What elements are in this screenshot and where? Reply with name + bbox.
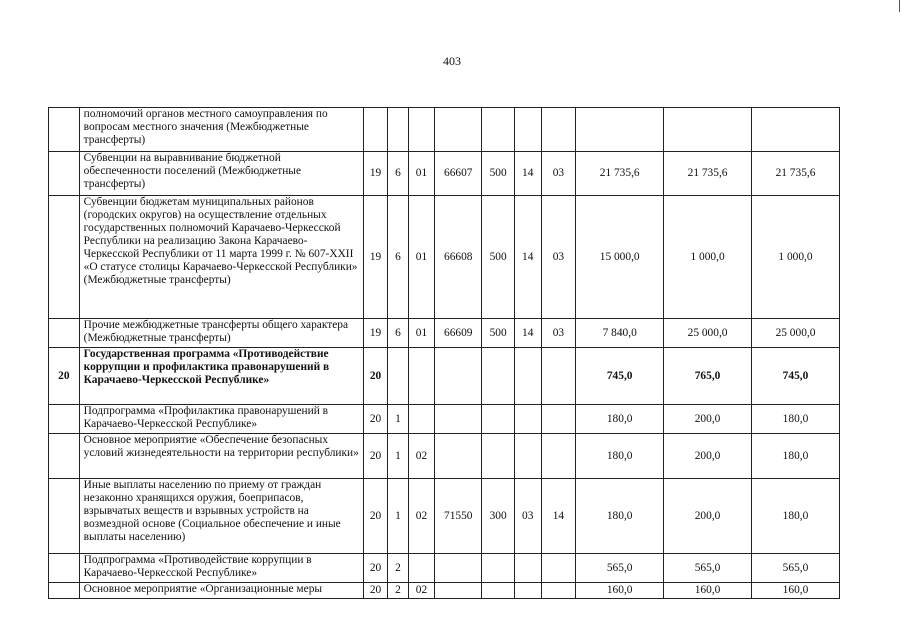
direction-code-cell: 66607 [435,152,482,196]
row-number-cell [49,479,80,554]
program-code-cell: 20 [363,554,388,583]
row-number-cell [49,554,80,583]
subsection-code-cell [541,554,576,583]
subsection-code-cell [541,583,576,599]
table-row [49,434,840,479]
subsection-code-cell [541,434,576,479]
amount-year2-cell: 200,0 [664,479,752,554]
amount-year2-cell: 200,0 [664,405,752,434]
subprogram-code-cell [388,108,408,152]
row-number-cell [49,108,80,152]
program-code-cell [363,108,388,152]
subprogram-code-cell: 6 [388,196,408,319]
row-number-cell [49,152,80,196]
section-code-cell: 14 [514,319,541,348]
section-code-cell [514,583,541,599]
amount-year3-cell: 1 000,0 [752,196,840,319]
section-code-cell [514,434,541,479]
section-code-cell: 14 [514,152,541,196]
amount-year3-cell [752,108,840,152]
amount-year2-cell: 1 000,0 [664,196,752,319]
table-row [49,348,840,405]
amount-year1-cell: 180,0 [576,479,664,554]
row-number-cell [49,405,80,434]
direction-code-cell [435,108,482,152]
direction-code-cell [435,348,482,405]
amount-year1-cell: 180,0 [576,405,664,434]
item-name-cell: Прочие межбюджетные трансферты общего характера (Межбюджетные трансферты) [79,319,363,348]
table-row [49,583,840,599]
expense-type-code-cell: 500 [482,152,515,196]
amount-year3-cell: 180,0 [752,479,840,554]
section-code-cell: 03 [514,479,541,554]
expense-type-code-cell [482,554,515,583]
expense-type-code-cell [482,348,515,405]
program-code-cell: 19 [363,319,388,348]
direction-code-cell [435,583,482,599]
measure-code-cell: 01 [408,319,435,348]
subsection-code-cell: 14 [541,479,576,554]
table-row [49,319,840,348]
amount-year1-cell: 180,0 [576,434,664,479]
subprogram-code-cell: 1 [388,405,408,434]
direction-code-cell: 66608 [435,196,482,319]
amount-year2-cell: 765,0 [664,348,752,405]
subprogram-code-cell: 6 [388,152,408,196]
table-row [49,196,840,319]
expense-type-code-cell: 500 [482,196,515,319]
subsection-code-cell [541,405,576,434]
table-row [49,108,840,152]
expense-type-code-cell [482,583,515,599]
direction-code-cell [435,554,482,583]
amount-year1-cell: 21 735,6 [576,152,664,196]
item-name-cell: полномочий органов местного самоуправления по вопросам местного значения (Межбюджетные трансферты) [79,108,363,152]
program-code-cell: 20 [363,583,388,599]
section-code-cell [514,348,541,405]
subsection-code-cell [541,108,576,152]
amount-year3-cell: 565,0 [752,554,840,583]
measure-code-cell [408,108,435,152]
amount-year3-cell: 180,0 [752,405,840,434]
budget-table [48,107,840,599]
scan-edge-mark [899,0,900,12]
section-code-cell: 14 [514,196,541,319]
subsection-code-cell [541,348,576,405]
section-code-cell [514,108,541,152]
expense-type-code-cell: 500 [482,319,515,348]
subprogram-code-cell: 2 [388,554,408,583]
item-name-cell: Государственная программа «Противодействие коррупции и профилактика правонарушений в Карачаево-Черкесской Республике» [79,348,363,405]
row-number-cell: 20 [49,348,80,405]
subprogram-code-cell: 6 [388,319,408,348]
item-name-cell: Основное мероприятие «Обеспечение безопасных условий жизнедеятельности на территории республики» [79,434,363,479]
item-name-cell: Иные выплаты населению по приему от граждан незаконно хранящихся оружия, боеприпасов, взрывчатых веществ и взрывных устройств на возмездной основе (Социальное обеспечение и иные выплаты населению) [79,479,363,554]
table-row [49,405,840,434]
table-row [49,554,840,583]
subprogram-code-cell: 1 [388,434,408,479]
row-number-cell [49,319,80,348]
subsection-code-cell: 03 [541,152,576,196]
amount-year1-cell [576,108,664,152]
table-row [49,152,840,196]
subsection-code-cell: 03 [541,319,576,348]
amount-year3-cell: 160,0 [752,583,840,599]
measure-code-cell: 02 [408,479,435,554]
item-name-cell: Подпрограмма «Противодействие коррупции в Карачаево-Черкесской Республике» [79,554,363,583]
amount-year3-cell: 25 000,0 [752,319,840,348]
program-code-cell: 20 [363,405,388,434]
expense-type-code-cell [482,434,515,479]
item-name-cell: Основное мероприятие «Организационные меры [79,583,363,599]
amount-year1-cell: 15 000,0 [576,196,664,319]
measure-code-cell: 01 [408,152,435,196]
item-name-cell: Субвенции бюджетам муниципальных районов (городских округов) на осуществление отдельных государственных полномочий Карачаево-Черкесской Республики на реализацию Закона Карачаево-Черкесской Республики от 11 марта 1999 г. № 607-XXII «О статусе столицы Карачаево-Черкесской Республики» (Межбюджетные трансферты) [79,196,363,319]
direction-code-cell: 71550 [435,479,482,554]
amount-year2-cell: 160,0 [664,583,752,599]
amount-year1-cell: 7 840,0 [576,319,664,348]
amount-year3-cell: 21 735,6 [752,152,840,196]
row-number-cell [49,196,80,319]
amount-year3-cell: 745,0 [752,348,840,405]
measure-code-cell [408,554,435,583]
budget-table-body [49,108,840,599]
subprogram-code-cell: 1 [388,479,408,554]
section-code-cell [514,405,541,434]
direction-code-cell [435,434,482,479]
amount-year2-cell: 25 000,0 [664,319,752,348]
measure-code-cell [408,348,435,405]
subsection-code-cell: 03 [541,196,576,319]
program-code-cell: 19 [363,152,388,196]
subprogram-code-cell: 2 [388,583,408,599]
measure-code-cell: 01 [408,196,435,319]
page-number: 403 [443,54,461,68]
measure-code-cell: 02 [408,583,435,599]
measure-code-cell: 02 [408,434,435,479]
amount-year1-cell: 745,0 [576,348,664,405]
item-name-cell: Подпрограмма «Профилактика правонарушений в Карачаево-Черкесской Республике» [79,405,363,434]
row-number-cell [49,434,80,479]
table-row [49,479,840,554]
expense-type-code-cell: 300 [482,479,515,554]
program-code-cell: 20 [363,434,388,479]
amount-year2-cell: 565,0 [664,554,752,583]
amount-year2-cell: 200,0 [664,434,752,479]
measure-code-cell [408,405,435,434]
section-code-cell [514,554,541,583]
subprogram-code-cell [388,348,408,405]
amount-year2-cell: 21 735,6 [664,152,752,196]
direction-code-cell: 66609 [435,319,482,348]
program-code-cell: 19 [363,196,388,319]
program-code-cell: 20 [363,348,388,405]
expense-type-code-cell [482,405,515,434]
amount-year1-cell: 565,0 [576,554,664,583]
amount-year1-cell: 160,0 [576,583,664,599]
item-name-cell: Субвенции на выравнивание бюджетной обеспеченности поселений (Межбюджетные трансферты) [79,152,363,196]
amount-year2-cell [664,108,752,152]
expense-type-code-cell [482,108,515,152]
direction-code-cell [435,405,482,434]
amount-year3-cell: 180,0 [752,434,840,479]
row-number-cell [49,583,80,599]
program-code-cell: 20 [363,479,388,554]
